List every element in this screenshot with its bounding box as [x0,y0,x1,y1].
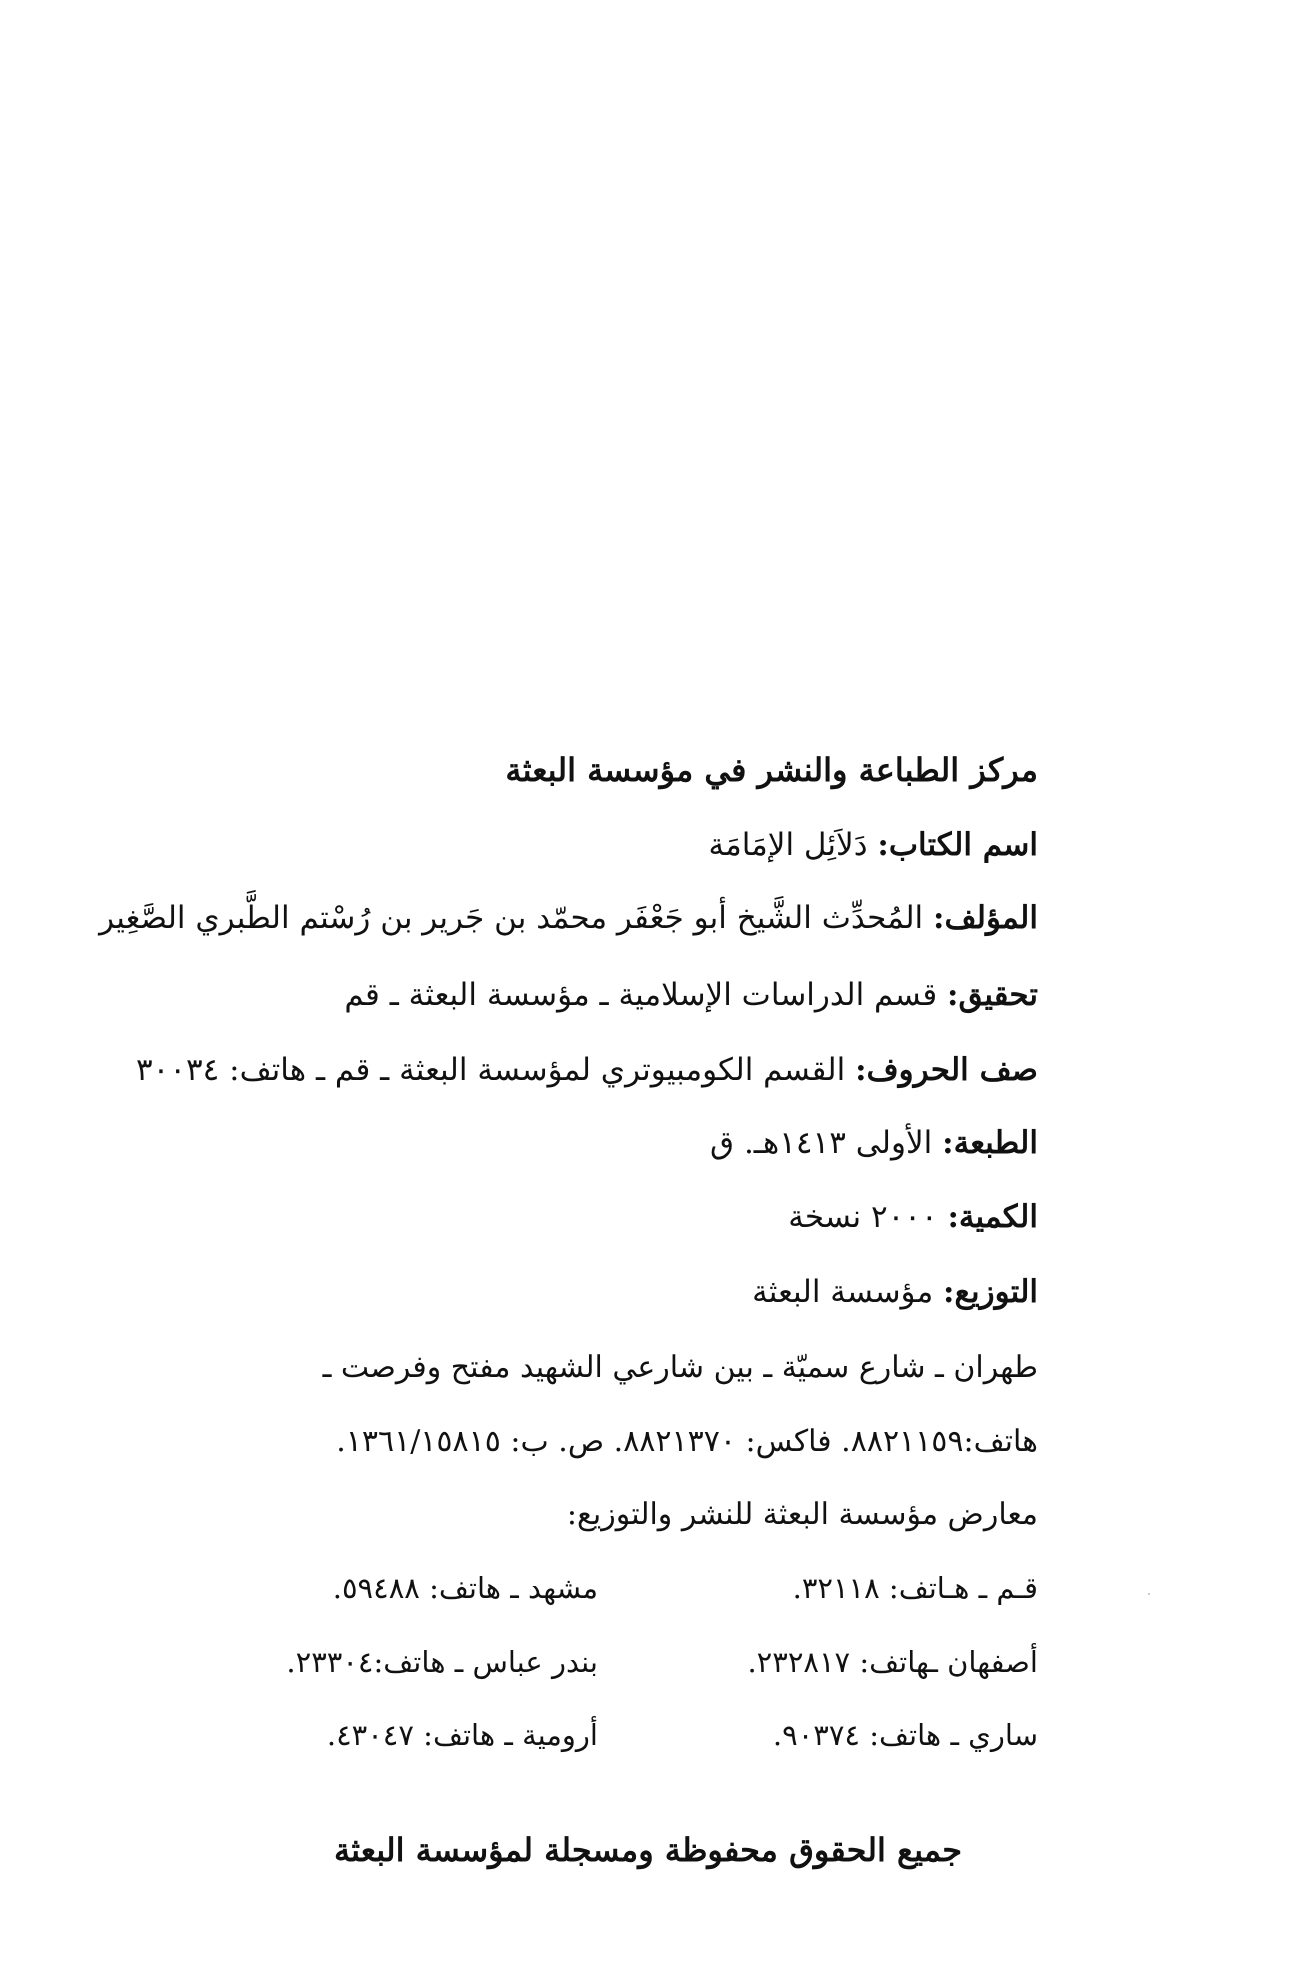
edition-line [710,1123,1038,1163]
speck-mark [1148,1593,1150,1595]
quantity-line [788,1197,1038,1237]
branch-qom: قـم ـ هـاتف: ٣٢١١٨. [792,1571,1038,1605]
book-title-value: دَلاَئِل الإمَامَة [708,827,878,863]
contact-line: هاتف:٨٨٢١١٥٩. فاكس: ٨٨٢١٣٧٠. ص. ب: ١٣٦١/١٥٨١٥. [336,1424,1038,1459]
address-line: طهران ـ شارع سميّة ـ بين شارعي الشهيد مفتح وفرصت ـ [322,1350,1038,1385]
publisher-heading: مركز الطباعة والنشر في مؤسسة البعثة [505,751,1038,789]
typesetting-label: صف الحروف: [855,1052,1038,1088]
editor-value: قسم الدراسات الإسلامية ـ مؤسسة البعثة ـ قم [344,977,948,1013]
exhibitions-heading: معارض مؤسسة البعثة للنشر والتوزيع: [566,1497,1038,1532]
rights-reserved-footer: جميع الحقوق محفوظة ومسجلة لمؤسسة البعثة [333,1831,963,1869]
edition-value: الأولى ١٤١٣هـ. ق [710,1125,943,1161]
author-label: المؤلف: [933,900,1038,936]
branch-bandar-abbas: بندر عباس ـ هاتف:٢٣٣٠٤. [286,1645,598,1679]
distribution-value: مؤسسة البعثة [752,1274,944,1310]
book-title-line [709,825,1039,865]
book-title-label: اسم الكتاب: [877,827,1038,863]
branch-isfahan: أصفهان ـهاتف: ٢٣٢٨١٧. [747,1645,1038,1679]
quantity-value: ٢٠٠٠ نسخة [788,1199,948,1235]
distribution-label: التوزيع: [943,1274,1038,1310]
typesetting-line [136,1050,1038,1090]
quantity-label: الكمية: [947,1199,1038,1235]
editor-label: تحقيق: [947,977,1038,1013]
typesetting-value: القسم الكومبيوتري لمؤسسة البعثة ـ قم ـ هاتف: ٣٠٠٣٤ [136,1052,856,1088]
branch-sari: ساري ـ هاتف: ٩٠٣٧٤. [772,1718,1038,1752]
author-line [99,898,1038,938]
edition-label: الطبعة: [942,1125,1038,1161]
branch-urmia: أرومية ـ هاتف: ٤٣٠٤٧. [326,1718,598,1752]
distribution-line [752,1272,1038,1312]
branch-mashhad: مشهد ـ هاتف: ٥٩٤٨٨. [332,1571,598,1605]
editor-line [344,975,1038,1015]
author-value: المُحدِّث الشَّيخ أبو جَعْفَر محمّد بن جَرير بن رُسْتم الطَّبري الصَّغِير [99,900,934,936]
